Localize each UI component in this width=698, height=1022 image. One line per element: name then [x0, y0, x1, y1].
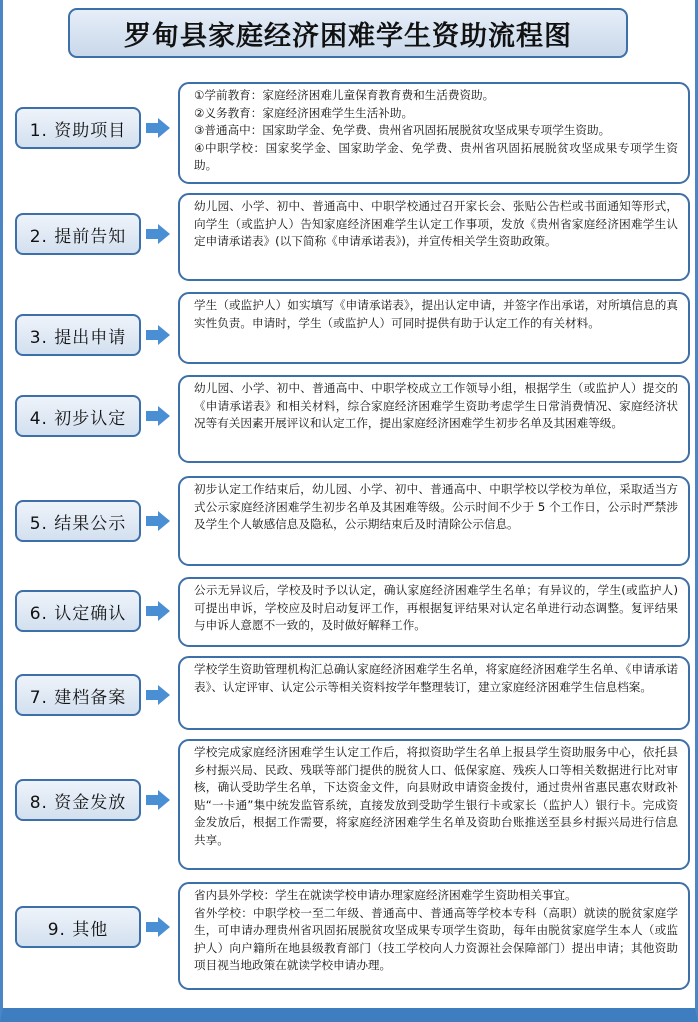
- description-line: 学校完成家庭经济困难学生认定工作后，将拟资助学生名单上报县学生资助服务中心，依托县乡村振兴局、民政、残联等部门提供的脱贫人口、低保家庭、残疾人口等相关数据进行比对审核，确认受助学生名单，下达资金文件，向县财政申请资金拨付，通过贵州省惠民惠农财政补贴“一卡通”集中统发监管系统，直接发放到受助学生银行卡或家长（监护人）银行卡。完成资金发放后，根据工作需要，将家庭经济困难学生名单及资助台账推送至县乡村振兴局进行信息共享。: [194, 745, 678, 847]
- description-line: 公示无异议后，学校及时予以认定，确认家庭经济困难学生名单；有异议的，学生(或监护人)可提出申诉，学校应及时启动复评工作，再根据复评结果对认定名单进行动态调整。复评结果与申诉人意愿不一致的，及时做好解释工作。: [194, 583, 678, 633]
- step-description: [178, 292, 690, 364]
- step-description: [178, 656, 690, 730]
- step-label: 8. 资金发放: [15, 779, 141, 821]
- arrow-right-icon: [146, 685, 170, 705]
- arrow-right-icon: [146, 406, 170, 426]
- step-description: [178, 739, 690, 870]
- description-line: 学生（或监护人）如实填写《申请承诺表》，提出认定申请，并签字作出承诺，对所填信息的真实性负责。申请时，学生（或监护人）可同时提供有助于认定工作的有关材料。: [194, 298, 678, 330]
- step-label: 5. 结果公示: [15, 500, 141, 542]
- step-label: 1. 资助项目: [15, 107, 141, 149]
- description-line: 幼儿园、小学、初中、普通高中、中职学校成立工作领导小组，根据学生（或监护人）提交的《申请承诺表》和相关材料，综合家庭经济困难学生资助考虑学生日常消费情况、家庭经济状况等有关因素开展评议和认定工作，提出家庭经济困难学生初步名单及其困难等级。: [194, 381, 678, 431]
- description-line: 学校学生资助管理机构汇总确认家庭经济困难学生名单，将家庭经济困难学生名单、《申请承诺表》、认定评审、认定公示等相关资料按学年整理装订，建立家庭经济困难学生信息档案。: [194, 662, 678, 694]
- arrow-right-icon: [146, 601, 170, 621]
- arrow-right-icon: [146, 118, 170, 138]
- description-line: ③普通高中：国家助学金、免学费、贵州省巩固拓展脱贫攻坚成果专项学生资助。: [194, 123, 611, 138]
- description-line: 省外学校：中职学校一至二年级、普通高中、普通高等学校本专科（高职）就读的脱贫家庭学生，可申请办理贵州省巩固拓展脱贫攻坚成果专项学生资助，每年由脱贫家庭学生本人（或监护人）向户籍所在地县级教育部门（技工学校向人力资源社会保障部门）提出申请；其他资助项目视当地政策在就读学校申请办理。: [194, 905, 678, 973]
- step-label: 2. 提前告知: [15, 213, 141, 255]
- title-banner: [68, 8, 628, 58]
- step-description: [178, 577, 690, 647]
- step-label: 3. 提出申请: [15, 314, 141, 356]
- step-description: [178, 193, 690, 281]
- arrow-right-icon: [146, 325, 170, 345]
- description-line: 幼儿园、小学、初中、普通高中、中职学校通过召开家长会、张贴公告栏或书面通知等形式，向学生（或监护人）告知家庭经济困难学生认定工作事项，发放《贵州省家庭经济困难学生认定申请承诺表》(以下简称《申请承诺表》)，并宣传相关学生资助政策。: [194, 199, 678, 249]
- step-label: 9. 其他: [15, 906, 141, 948]
- step-label: 4. 初步认定: [15, 395, 141, 437]
- step-description: [178, 476, 690, 566]
- description-line: ④中职学校：国家奖学金、国家助学金、免学费、贵州省巩固拓展脱贫攻坚成果专项学生资助。: [194, 140, 678, 173]
- step-description: [178, 82, 690, 184]
- page-title: 罗甸县家庭经济困难学生资助流程图: [124, 20, 572, 52]
- step-label: 6. 认定确认: [15, 590, 141, 632]
- arrow-right-icon: [146, 224, 170, 244]
- description-line: 省内县外学校：学生在就读学校申请办理家庭经济困难学生资助相关事宜。: [194, 888, 577, 902]
- description-line: 初步认定工作结束后，幼儿园、小学、初中、普通高中、中职学校以学校为单位，采取适当方式公示家庭经济困难学生初步名单及其困难等级。公示时间不少于 5 个工作日，公示时严禁涉及学生个人敏感信息及隐私，公示期结束后及时清除公示信息。: [194, 482, 678, 532]
- arrow-right-icon: [146, 790, 170, 810]
- step-description: [178, 882, 690, 990]
- arrow-right-icon: [146, 511, 170, 531]
- description-line: ①学前教育：家庭经济困难儿童保育教育费和生活费资助。: [194, 88, 495, 102]
- step-description: [178, 375, 690, 463]
- step-label: 7. 建档备案: [15, 674, 141, 716]
- arrow-right-icon: [146, 917, 170, 937]
- description-line: ②义务教育：家庭经济困难学生生活补助。: [194, 105, 414, 120]
